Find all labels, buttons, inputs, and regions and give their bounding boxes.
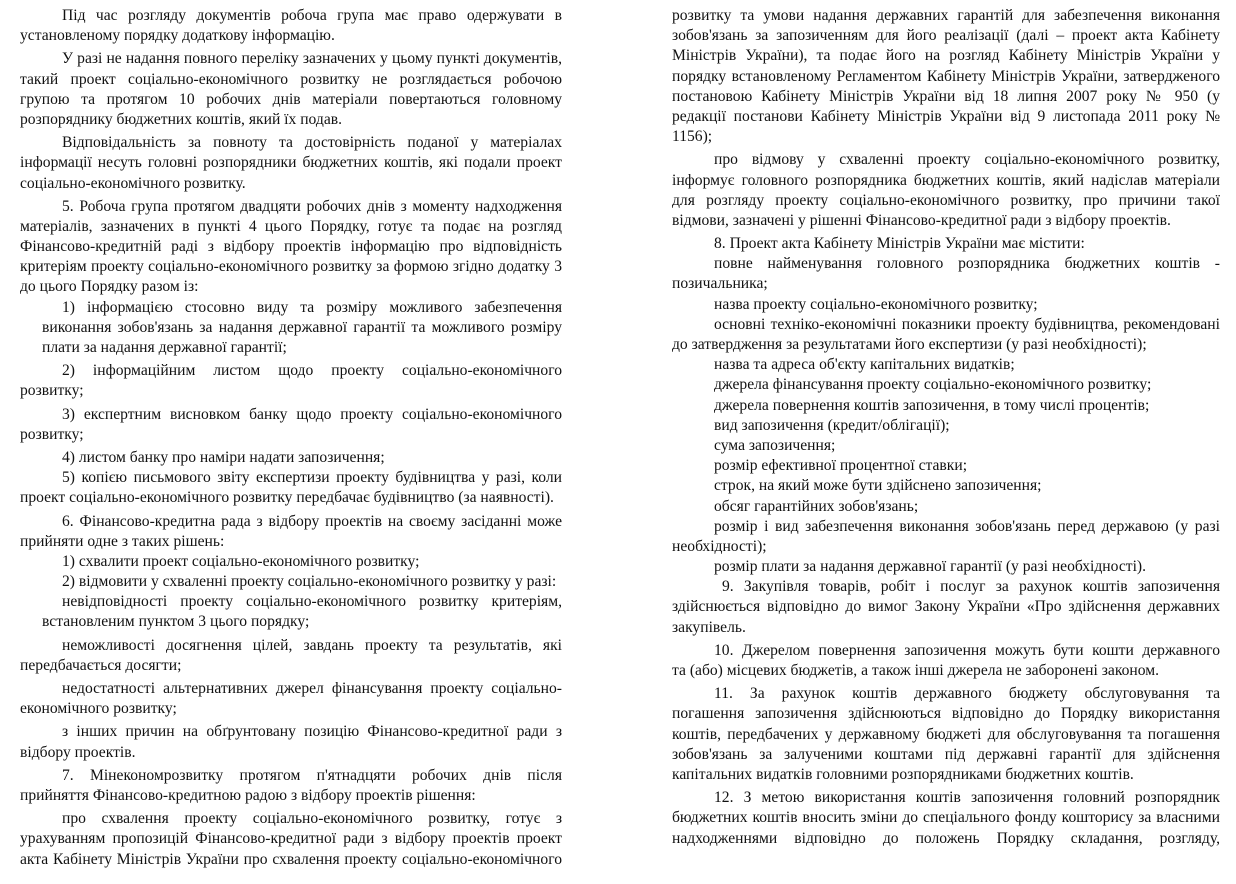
text-line: 9. Закупівля товарів, робіт і послуг за рахунок коштів запозичення: [722, 578, 1220, 596]
text-line: матеріалів, зазначених в пункті 4 цього Порядку, готує та подає на розгляд: [20, 217, 562, 235]
text-line: позичальника;: [672, 275, 768, 293]
text-line: розмір ефективної процентної ставки;: [714, 457, 968, 475]
text-line: установленому порядку додаткову інформацію.: [20, 27, 335, 45]
text-line: назва проекту соціально-економічного розвитку;: [714, 295, 1038, 313]
text-line: групою та протягом 10 робочих днів матеріали повертаються головному: [20, 90, 562, 108]
text-line: 5. Робоча група протягом двадцяти робочих днів з моменту надходження: [62, 197, 562, 215]
text-line: розвитку;: [20, 425, 84, 443]
text-line: повне найменування головного розпорядника бюджетних коштів -: [714, 255, 1220, 273]
text-line: відмови, зазначені у рішенні Фінансово-кредитної ради з відбору проектів.: [672, 211, 1171, 229]
text-line: соціально-економічного розвитку.: [20, 174, 246, 192]
text-line: неможливості досягнення цілей, завдань проекту та результатів, які: [62, 636, 562, 654]
text-line: передбачається досягти;: [20, 656, 182, 674]
text-line: розвитку та умови надання державних гарантій для забезпечення виконання: [672, 7, 1220, 24]
text-line: розвитку;: [20, 382, 84, 400]
text-line: Відповідальність за повноту та достовірність поданої у матеріалах: [62, 134, 562, 152]
text-line: основні техніко-економічні показники проекту будівництва, рекомендовані: [714, 315, 1220, 333]
text-line: встановленим пунктом 3 цього порядку;: [42, 613, 310, 631]
text-line: джерела повернення коштів запозичення, в тому числі процентів;: [714, 396, 1150, 414]
text-line: прийняття Фінансово-кредитною радою з відбору проектів рішення:: [20, 786, 476, 804]
text-line: сума запозичення;: [714, 436, 836, 454]
text-line: У разі не надання повного переліку зазначених у цьому пункті документів,: [62, 50, 562, 68]
text-line: назва та адреса об'єкту капітальних видатків;: [714, 356, 1015, 374]
text-line: відбору проектів.: [20, 743, 136, 761]
text-line: постановою Кабінету Міністрів України від 18 липня 2007 року № 950 (у: [672, 87, 1220, 105]
text-line: погашення запозичення здійснюються відповідно до Порядку використання: [672, 705, 1220, 723]
text-line: розмір плати за надання державної гарантії (у разі необхідності).: [714, 558, 1146, 576]
text-line: 2) інформаційним листом щодо проекту соціально-економічного: [62, 362, 562, 380]
text-line: 3) експертним висновком банку щодо проекту соціально-економічного: [62, 405, 562, 423]
text-line: строк, на який може бути здійснено запозичення;: [714, 477, 1042, 495]
text-line: для розгляду проекту соціально-економічного розвитку, про причини такої: [672, 191, 1220, 209]
text-line: закупівель.: [672, 618, 746, 636]
text-line: урахуванням пропозицій Фінансово-кредитної ради з відбору проектів проект: [20, 830, 562, 848]
text-line: проект соціально-економічного розвитку передбачає будівництво (за наявності).: [20, 489, 554, 507]
text-line: необхідності);: [672, 537, 767, 555]
text-line: Фінансово-кредитній раді з відбору проектів інформацію про відповідність: [20, 238, 562, 256]
text-line: 1) інформацією стосовно виду та розміру можливого забезпечення: [62, 298, 562, 316]
text-line: акта Кабінету Міністрів України про схвалення проекту соціально-економічного: [20, 850, 562, 868]
text-line: Міністрів України), та подає його на розгляд Кабінету Міністрів України у: [672, 47, 1220, 65]
text-line: здійснюється відповідно до вимог Закону України «Про здійснення державних: [672, 598, 1220, 616]
text-line: 11. За рахунок коштів державного бюджету обслуговування та: [714, 685, 1220, 703]
text-line: джерела фінансування проекту соціально-економічного розвитку;: [714, 376, 1152, 394]
text-line: 1156);: [672, 128, 713, 146]
text-line: до цього Порядку разом із:: [20, 278, 199, 296]
text-line: редакції постанови Кабінету Міністрів України від 9 листопада 2011 року №: [672, 107, 1220, 125]
text-line: Під час розгляду документів робоча група має право одержувати в: [62, 7, 562, 24]
text-line: інформує головного розпорядника бюджетних коштів, який надіслав матеріали: [672, 171, 1220, 189]
text-line: інформації несуть головні розпорядники бюджетних коштів, які подали проект: [20, 154, 562, 172]
right-column: [672, 6, 1220, 849]
text-line: 8. Проект акта Кабінету Міністрів України має містити:: [714, 235, 1085, 253]
text-line: 10. Джерелом повернення запозичення можуть бути кошти державного: [714, 641, 1220, 659]
left-column: [20, 6, 562, 870]
text-line: 7. Мінекономрозвитку протягом п'ятнадцяти робочих днів після: [62, 766, 562, 784]
text-line: бюджетних коштів вносить зміни до спеціального фонду кошторису за власними: [672, 809, 1220, 827]
text-line: такий проект соціально-економічного розвитку не розглядається робочою: [20, 70, 562, 88]
text-line: надходженнями відповідно до положень Порядку складання, розгляду,: [672, 829, 1220, 847]
text-line: критеріям проекту соціально-економічного розвитку за формою згідно додатку 3: [20, 258, 562, 276]
text-line: вид запозичення (кредит/облігації);: [714, 416, 950, 434]
text-line: зобов'язань за запозиченням для його реалізації (далі – проект акта Кабінету: [672, 27, 1220, 45]
text-line: обсяг гарантійних зобов'язань;: [714, 497, 919, 515]
text-line: недостатності альтернативних джерел фінансування проекту соціально-: [62, 680, 562, 697]
text-line: 4) листом банку про наміри надати запозичення;: [62, 448, 385, 466]
text-line: 12. З метою використання коштів запозичення головний розпорядник: [714, 789, 1220, 807]
text-line: 6. Фінансово-кредитна рада з відбору проектів на своєму засіданні може: [62, 512, 562, 530]
text-line: 1) схвалити проект соціально-економічного розвитку;: [62, 552, 420, 570]
text-line: розмір і вид забезпечення виконання зобов'язань перед державою (у разі: [714, 517, 1220, 535]
text-line: про відмову у схваленні проекту соціально-економічного розвитку,: [714, 151, 1220, 169]
text-line: виконання зобов'язань за надання державної гарантії та можливого розміру: [42, 318, 562, 336]
text-line: плати за надання державної гарантії;: [42, 339, 287, 356]
text-line: та (або) місцевих бюджетів, а також інші джерела не заборонені законом.: [672, 662, 1160, 679]
text-line: з інших причин на обґрунтовану позицію Фінансово-кредитної ради з: [62, 723, 562, 741]
text-line: капітальних видатків головними розпорядниками бюджетних коштів.: [672, 765, 1134, 783]
text-line: невідповідності проекту соціально-економічного розвитку критеріям,: [62, 593, 562, 611]
text-line: економічного розвитку;: [20, 700, 177, 718]
text-line: розпоряднику бюджетних коштів, який їх подав.: [20, 110, 343, 128]
text-line: зобов'язань за залученими коштами під державні гарантії для здійснення: [672, 745, 1220, 763]
text-line: про схвалення проекту соціально-економічного розвитку, готує з: [62, 810, 562, 828]
text-line: коштів, передбачених у державному бюджеті для обслуговування та погашення: [672, 725, 1220, 743]
text-line: до затвердження за результатами його експертизи (у разі необхідності);: [672, 336, 1147, 353]
text-line: прийняти одне з таких рішень:: [20, 532, 225, 550]
text-line: 5) копією письмового звіту експертизи проекту будівництва у разі, коли: [62, 469, 562, 487]
text-line: порядку встановленому Регламентом Кабінету Міністрів України, затвердженого: [672, 67, 1220, 85]
text-line: 2) відмовити у схваленні проекту соціально-економічного розвитку у разі:: [62, 573, 557, 591]
